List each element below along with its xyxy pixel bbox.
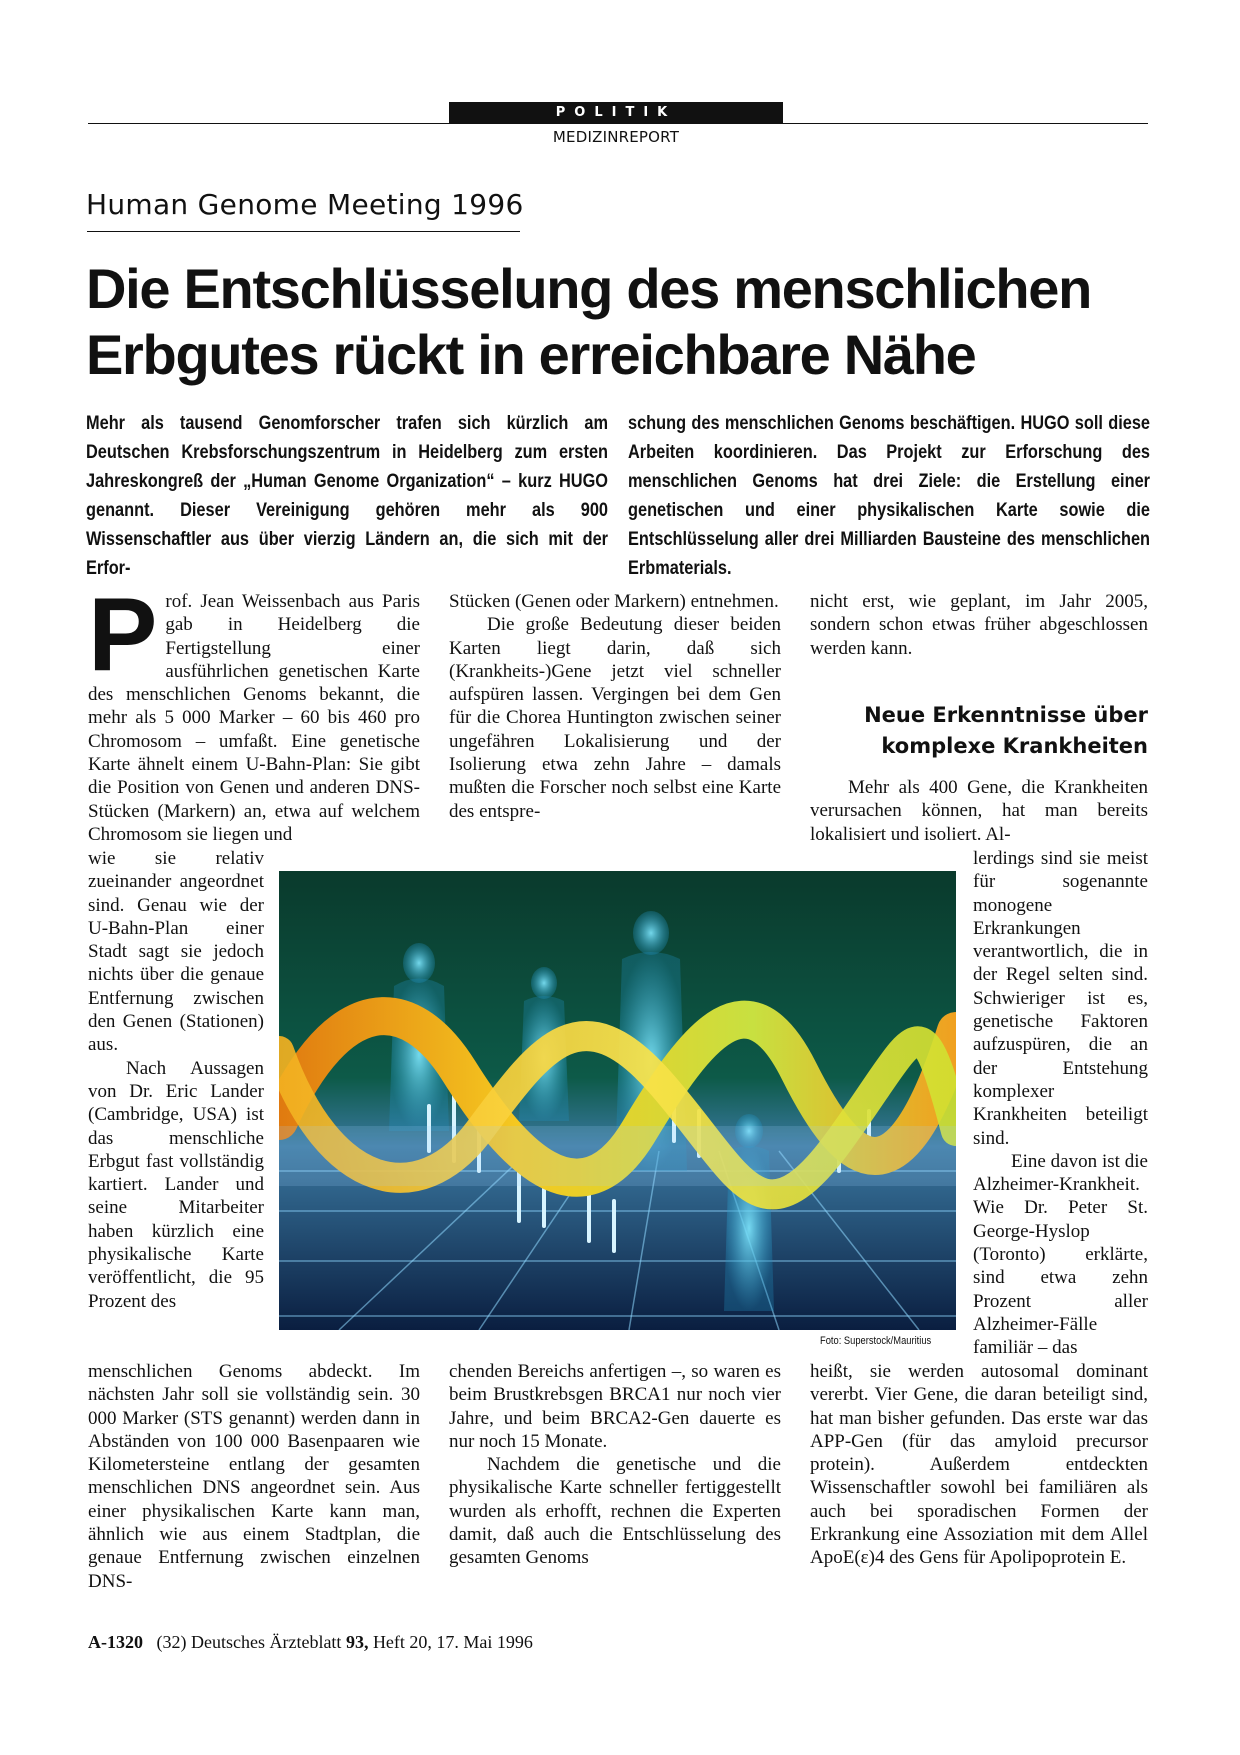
lead-paragraph-left: Mehr als tausend Genomforscher trafen sich kürzlich am Deutschen Krebsforschungszentrum in Heidelberg zum ersten Jahreskongreß der „Human Genome Organization“ – kurz HUGO genannt. Dieser Vereinigung gehören mehr als 900 Wissenschaftler aus über vierzig Ländern an, die sich mit der Erfor-	[86, 413, 609, 579]
column-3-beside-photo	[973, 847, 1148, 1360]
page-number: A-1320	[88, 1632, 143, 1652]
dna-figures-image	[279, 871, 956, 1330]
headline-line-1: Die Entschlüsselung des menschlichen	[86, 257, 1092, 320]
column-1-bottom	[88, 1360, 420, 1593]
column-1-beside-photo	[88, 847, 264, 1313]
body-text: chenden Bereichs anfertigen –, so waren es beim Brustkrebsgen BRCA1 nur noch vier Jahre, und beim BRCA2-Gen dauerte es nur noch 15 Monate.	[449, 1361, 781, 1452]
body-text: Eine davon ist die Alzheimer-Krankheit. Wie Dr. Peter St. George-Hyslop (Toronto) erklärte, sind etwa zehn Prozent aller Alzheimer-Fälle familiär – das	[973, 1150, 1148, 1359]
body-text: Mehr als 400 Gene, die Krankheiten verursachen können, hat man bereits lokalisiert und isoliert. Al-	[810, 777, 1148, 845]
column-1-top	[88, 577, 420, 846]
header-rule	[88, 123, 1148, 124]
body-text: rof. Jean Weissenbach aus Paris gab in Heidelberg die Fertigstellung einer ausführlichen genetischen Karte des menschlichen Genoms bekannt, die mehr als 5 000 Marker – 60 bis 460 pro Chromosom – umfaßt. Eine genetische Karte ähnelt einem U-Bahn-Plan: Sie gibt die Position von Genen und anderen DNS-Stücken (Markern) an, etwa auf welchem Chromosom sie liegen und	[88, 591, 420, 845]
dna-illustration-photo	[279, 871, 956, 1330]
body-text: Die große Bedeutung dieser beiden Karten liegt darin, daß sich (Krankheits-)Gene jetzt viel schneller aufspüren lassen. Vergingen bei dem Gen für die Chorea Huntington zwischen seiner ungefähren Lokalisierung und der Isolierung etwa zehn Jahre – damals mußten die Forscher noch selbst eine Karte des entspre-	[449, 614, 781, 822]
column-3-after-subhead	[810, 776, 1148, 846]
column-2-bottom	[449, 1360, 781, 1570]
column-3-bottom	[810, 1360, 1148, 1570]
headline-line-2: Erbgutes rückt in erreichbare Nähe	[86, 323, 976, 386]
body-text: Nachdem die genetische und die physikalische Karte schneller fertiggestellt wurden als erhofft, rechnen die Experten damit, daß auch die Entschlüsselung des gesamten Genoms	[449, 1454, 781, 1569]
body-text: lerdings sind sie meist für sogenannte monogene Erkrankungen verantwortlich, die in der Regel selten sind. Schwieriger ist es, genetische Faktoren aufzuspüren, die an der Entstehung komplexer Krankheiten beteiligt sind.	[973, 848, 1148, 1149]
lead-paragraph-right: schung des menschlichen Genoms beschäftigen. HUGO soll diese Arbeiten koordinieren. Das Projekt zur Erforschung des menschlichen Genoms hat drei Ziele: die Erstellung einer genetischen und einer physikalischen Karte sowie die Entschlüsselung aller drei Milliarden Bausteine des menschlichen Erbmaterials.	[628, 413, 1151, 579]
footer-journal: (32) Deutsches Ärzteblatt	[156, 1632, 342, 1652]
page-footer	[88, 1632, 533, 1653]
subheading-line-1: Neue Erkenntnisse über	[864, 703, 1148, 727]
column-2-top	[449, 590, 781, 823]
subheading-line-2: komplexe Krankheiten	[881, 734, 1148, 758]
section-subheading	[810, 700, 1148, 762]
body-text: nicht erst, wie geplant, im Jahr 2005, sondern schon etwas früher abgeschlossen werden kann.	[810, 591, 1148, 659]
body-text: heißt, sie werden autosomal dominant vererbt. Vier Gene, die daran beteiligt sind, hat man bisher gefunden. Das erste war das APP-Gen (für das amyloid precursor protein). Außerdem entdeckten Wissenschaftler sowohl bei familiären als auch bei sporadischen Formen der Erkrankung eine Assoziation mit dem Allel ApoE(ε)4 des Gens für Apolipoprotein E.	[810, 1361, 1148, 1569]
body-text: Nach Aussagen von Dr. Eric Lander (Cambridge, USA) ist das menschliche Erbgut fast vollständig kartiert. Lander und seine Mitarbeiter haben kürzlich eine physikalische Karte veröffentlicht, die 95 Prozent des	[88, 1057, 264, 1312]
article-headline	[86, 256, 1166, 388]
drop-cap: P	[88, 577, 158, 693]
footer-volume: 93,	[345, 1632, 369, 1652]
body-text: Stücken (Genen oder Markern) entnehmen.	[449, 591, 779, 612]
footer-issue: Heft 20, 17. Mai 1996	[372, 1632, 533, 1652]
section-label: POLITIK	[449, 102, 783, 123]
kicker-rule	[87, 231, 520, 232]
body-text: menschlichen Genoms abdeckt. Im nächsten Jahr soll sie vollständig sein. 30 000 Marker (STS genannt) werden dann in Abständen von 100 000 Basenpaaren wie Kilometersteine entlang der gesamten menschlichen DNS angeordnet sein. Aus einer physikalischen Karte kann man, ähnlich wie aus einem Stadtplan, die genaue Entfernung zwischen einzelnen DNS-	[88, 1361, 420, 1592]
body-text: wie sie relativ zueinander angeordnet sind. Genau wie der U-Bahn-Plan einer Stadt sagt sie jedoch nichts über die genaue Entfernung zwischen den Genen (Stationen) aus.	[88, 848, 264, 1056]
subsection-label: MEDIZINREPORT	[552, 128, 680, 146]
article-kicker: Human Genome Meeting 1996	[86, 188, 524, 221]
column-3-top	[810, 590, 1148, 660]
photo-credit: Foto: Superstock/Mauritius	[820, 1335, 932, 1347]
